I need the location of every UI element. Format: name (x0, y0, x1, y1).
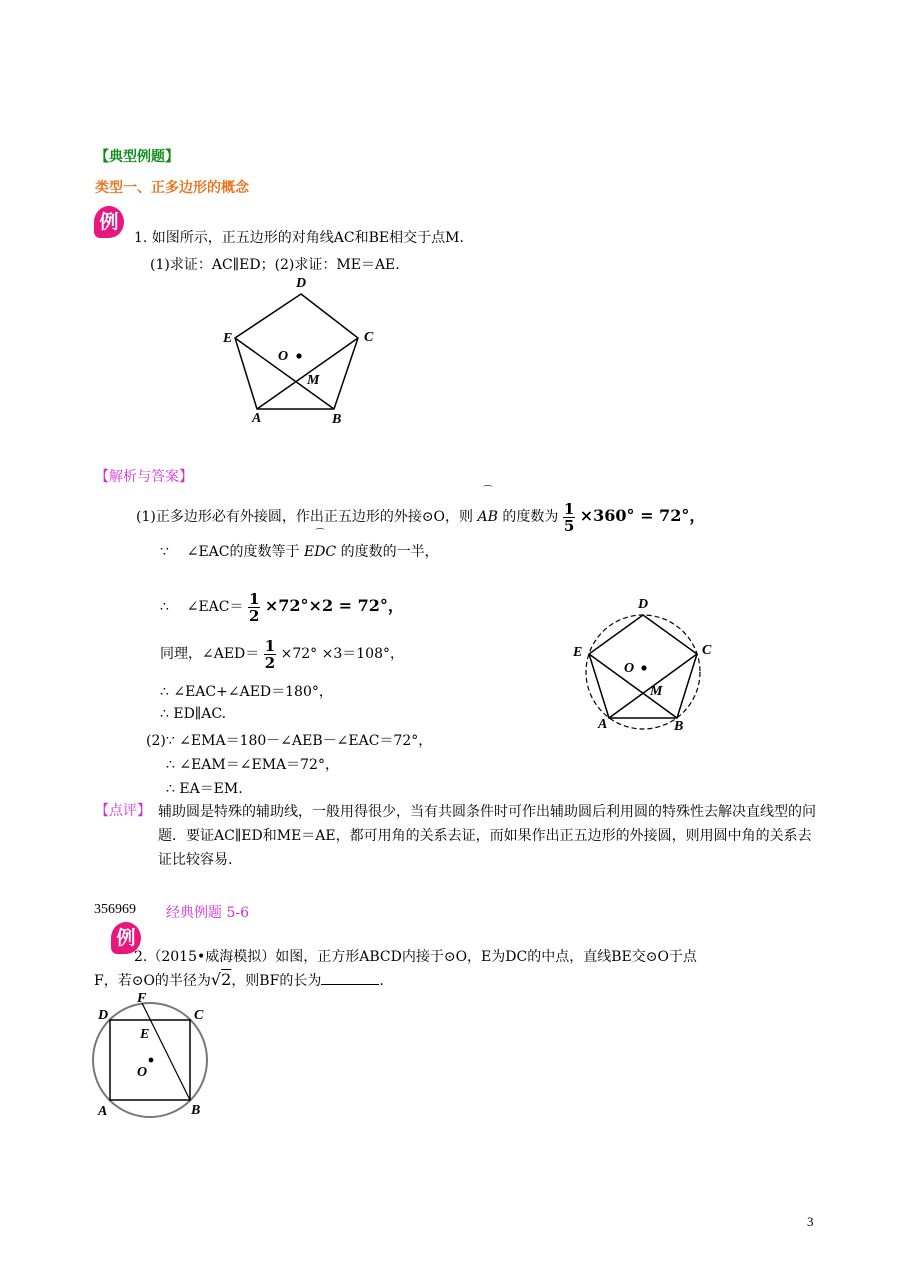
sol-line-4: 同理，∠AED＝ $\frac{1}{2}$ ×72° ×3＝108°， (160, 636, 404, 672)
label-o: O (278, 349, 289, 364)
sol-line-1 (136, 486, 706, 536)
sqrt-2: √2 (210, 970, 232, 989)
analysis-title: 【解析与答案】 (95, 469, 193, 485)
q2-line-2: F，若⊙O的半径为√2，则BF的长为 . (94, 970, 384, 989)
label2-a: A (598, 717, 608, 732)
label2-c: C (702, 643, 712, 658)
frac-1-5: $\frac{1}{5}$ (563, 499, 575, 535)
label3-f: F (137, 991, 147, 1006)
answer-blank (321, 972, 379, 985)
sol-line-5: ∴ ∠EAC+∠AED＝180°， (160, 684, 333, 700)
code-id: 356969 (94, 902, 136, 917)
example-badge-2: 例 (111, 922, 141, 954)
label3-e: E (140, 1027, 150, 1042)
label2-d: D (638, 597, 649, 612)
sol-line-3: ∴ ∠EAC＝ $\frac{1}{2}$ ×72°×2 = 72°， (160, 589, 404, 625)
label3-b: B (191, 1103, 201, 1118)
sol-l1-b: 的度数为 (502, 509, 559, 525)
label-a: A (252, 411, 262, 426)
label3-a: A (98, 1104, 108, 1119)
center-o (149, 1058, 154, 1063)
label-b: B (332, 412, 342, 427)
arc-edc: ⌒ EDC (303, 529, 337, 560)
label-d: D (296, 276, 307, 291)
sol-line-6: ∴ ED∥AC. (160, 706, 227, 722)
sol-line-7: (2)∵ ∠EMA＝180－∠AEB－∠EAC＝72°， (146, 733, 433, 749)
label2-e: E (573, 645, 583, 660)
label3-d: D (98, 1008, 109, 1023)
label2-m: M (650, 684, 663, 699)
circumcircle (586, 615, 700, 729)
center-point-2 (641, 665, 646, 670)
sol-l1-a: (1)正多边形必有外接圆，作出正五边形的外接⊙O，则 (136, 509, 474, 525)
frac-1-2-a: $\frac{1}{2}$ (248, 589, 260, 625)
sol-l1-tail: ×360° = 72°， (579, 506, 706, 525)
label3-o: O (137, 1065, 148, 1080)
square-circle-figure (90, 986, 225, 1122)
label-e: E (223, 331, 233, 346)
arc-ab: ⌒ AB (477, 486, 498, 525)
label2-o: O (624, 661, 635, 676)
sol-line-9: ∴ EA＝EM. (166, 781, 243, 797)
comment-tag: 【点评】 (95, 803, 151, 819)
line-bf (142, 1003, 190, 1100)
label-c: C (364, 330, 374, 345)
page-number: 3 (807, 1214, 814, 1229)
classic-title: 经典例题 5-6 (166, 905, 249, 921)
pentagon-circle-figure (570, 592, 720, 742)
frac-1-2-b: $\frac{1}{2}$ (264, 636, 276, 672)
q1-sub: (1)求证：AC∥ED；(2)求证：ME＝AE. (150, 257, 400, 273)
label3-c: C (194, 1008, 204, 1023)
label2-b: B (674, 719, 684, 734)
comment-text: 辅助圆是特殊的辅助线，一般用得很少，当有共圆条件时可作出辅助圆后利用圆的特殊性去解决直线型的问题．要证AC∥ED和ME＝AE，都可用角的关系去证，而如果作出正五边形的外接圆，则用圆中角的关系去证比较容易. (158, 804, 816, 868)
q2-line-1: 2.（2015•威海模拟）如图，正方形ABCD内接于⊙O，E为DC的中点，直线BE交⊙O于点 (134, 949, 697, 965)
center-point (296, 353, 301, 358)
type-title: 类型一、正多边形的概念 (95, 180, 249, 196)
pentagon-figure (215, 272, 385, 432)
sol-line-2: ∵ ∠EAC的度数等于 ⌒ EDC 的度数的一半， (160, 540, 439, 564)
label-m: M (307, 373, 320, 388)
sol-line-8: ∴ ∠EAM＝∠EMA＝72°， (166, 757, 339, 773)
section-title: 【典型例题】 (95, 149, 179, 165)
q1-text: 1. 如图所示，正五边形的对角线AC和BE相交于点M. (134, 230, 464, 246)
example-badge-1: 例 (94, 206, 124, 238)
